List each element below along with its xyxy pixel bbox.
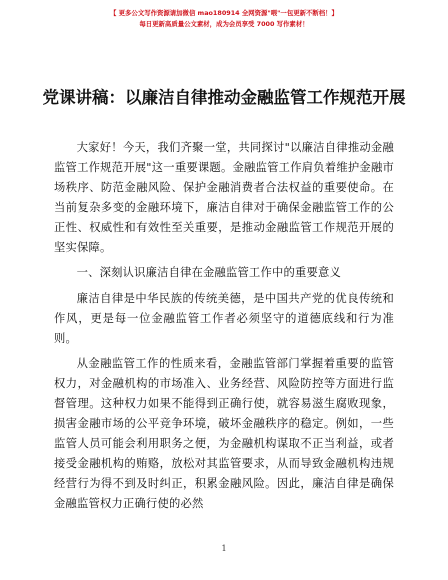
promo-banner-line-2: 每日更新高质量公文素材，成为会员享受 7000 写作素材！ [139,20,309,28]
section-heading-1: 一、深刻认识廉洁自律在金融监管工作中的重要意义 [76,266,342,279]
promo-banner-line-1: 【 更多公文写作资源请加微信 mao180914 全网资源"喂"一包更新不断档！】 [110,9,338,17]
body-paragraph-2: 从金融监管工作的性质来看，金融监管部门掌握着重要的监管权力，对金融机构的市场准入、业务经营、风险防控等方面进行监督管理。这种权力如果不能得到正确行使，就容易滋生腐败现象，损害金融市场的公平竞争环境，破坏金融秩序的稳定。例如，一些监管人员可能会利用职务之便，为金融机构谋取不正当利益，或者接受金融机构的贿赂，放松对其监管要求，从而导致金融机构违规经营行为得不到及时纠正，积累金融风险。因此，廉洁自律是确保金融监管权力正确行使的必然 [54,357,394,510]
promo-banner [0,8,448,30]
intro-paragraph: 大家好！今天，我们齐聚一堂，共同探讨"以廉洁自律推动金融监管工作规范开展"这一重要课题。金融监管工作肩负着维护金融市场秩序、防范金融风险、保护金融消费者合法权益的重要使命。在当前复杂多变的金融环境下，廉洁自律对于确保金融监管工作的公正性、权威性和有效性至关重要，是推动金融监管工作规范开展的坚实保障。 [54,141,394,254]
document-title: 党课讲稿：以廉洁自律推动金融监管工作规范开展 [42,88,406,107]
page-number: 1 [221,544,227,553]
document-body [54,138,394,519]
body-paragraph-1: 廉洁自律是中华民族的传统美德，是中国共产党的优良传统和作风，更是每一位金融监管工作者必须坚守的道德底线和行为准则。 [54,292,394,345]
